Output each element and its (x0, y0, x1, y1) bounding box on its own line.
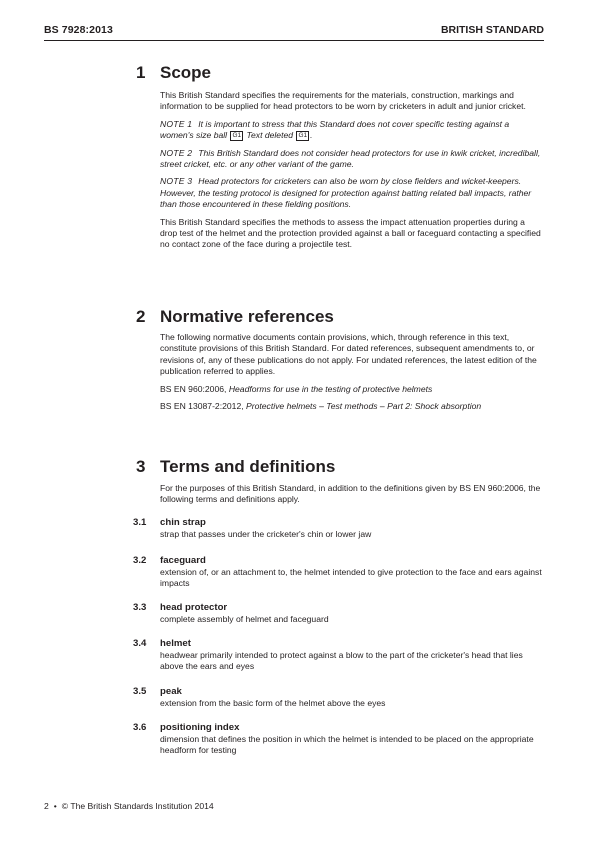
term-name: helmet (160, 638, 191, 649)
section-title: Normative references (160, 307, 334, 326)
note-label: NOTE 1 (160, 118, 193, 129)
term-name: faceguard (160, 555, 206, 566)
term-definition: complete assembly of helmet and faceguard (160, 614, 329, 624)
term-number: 3.6 (133, 722, 147, 733)
copyright-notice: © The British Standards Institution 2014 (61, 801, 214, 811)
amendment-marker-open: G1 (232, 131, 242, 139)
term-number: 3.5 (133, 686, 147, 697)
reference-2 (160, 401, 544, 412)
section-number: 3 (136, 457, 146, 476)
note-text: Head protectors for cricketers can also be worn by close fielders and wicket-keepers. However, the testing protocol is designed for protection against batting related ball impacts, rather than those encountered in these fielding positions. (160, 176, 532, 210)
note-text: It is important to stress that this Standard does not cover specific testing against a women's size ball (160, 118, 510, 141)
reference-code: BS EN 960:2006, (160, 383, 227, 394)
note-1: NOTE 1 It is important to stress that this Standard does not cover specific testing against a women's size ball G1 Text deleted G1 . (160, 118, 510, 141)
header-series-name: BRITISH STANDARD (440, 24, 544, 36)
page-footer (44, 801, 214, 811)
page-number: 2 (44, 801, 49, 811)
reference-1 (160, 384, 544, 395)
reference-title: Protective helmets – Test methods – Part 2: Shock absorption (246, 401, 482, 412)
term-definition: headwear primarily intended to protect against a blow to the part of the cricketer's head that lies above the ears and eyes (160, 650, 523, 672)
term-name: chin strap (160, 517, 206, 528)
note-text-deleted: Text deleted (246, 130, 294, 141)
footer-bullet: • (53, 801, 57, 811)
term-name: peak (160, 686, 182, 697)
note-label: NOTE 3 (160, 176, 193, 187)
section-title: Scope (160, 63, 212, 82)
scope-paragraph-2: This British Standard specifies the methods to assess the impact attenuation properties during a drop test of the helmet and the protection provided against a ball or faceguard contacting a specified no contact zone of the face during a projectile test. (160, 216, 541, 250)
section-2-body (160, 332, 544, 412)
term-number: 3.4 (133, 638, 147, 649)
reference-code: BS EN 13087-2:2012, (160, 401, 244, 412)
note-2 (160, 148, 544, 171)
term-name: positioning index (160, 722, 240, 733)
term-definition: extension from the basic form of the helmet above the eyes (160, 698, 386, 708)
term-definition: dimension that defines the position in which the helmet is intended to be placed on the appropriate headform for testing (160, 734, 534, 756)
scope-paragraph-1: This British Standard specifies the requirements for the materials, construction, markings and information to be supplied for head protectors to be worn by cricketers in adult and junior cricket. (160, 90, 526, 112)
section-number: 2 (136, 307, 146, 326)
term-number: 3.2 (133, 555, 147, 566)
term-name: head protector (160, 602, 228, 613)
note-3 (160, 176, 544, 210)
section-1-body (160, 90, 544, 251)
term-number: 3.1 (133, 517, 147, 528)
header-document-id: BS 7928:2013 (44, 24, 113, 36)
note-text: This British Standard does not consider head protectors for use in kwik cricket, incrediball, street cricket, etc. or any other variant of the game. (160, 147, 541, 170)
section-number: 1 (136, 63, 146, 82)
terms-intro-paragraph: For the purposes of this British Standard, in addition to the definitions given by BS EN 960:2006, the following terms and definitions apply. (160, 483, 541, 505)
section-3-body (160, 483, 544, 506)
term-definition: extension of, or an attachment to, the helmet intended to give protection to the face and ears against impacts (160, 567, 542, 589)
header-rule (44, 40, 544, 41)
note-label: NOTE 2 (160, 147, 193, 158)
term-number: 3.3 (133, 602, 147, 613)
side-watermark (2, 170, 12, 690)
term-definition: strap that passes under the cricketer's chin or lower jaw (160, 529, 372, 539)
section-title: Terms and definitions (160, 457, 336, 476)
amendment-marker-close: G1 (298, 131, 308, 139)
normative-paragraph: The following normative documents contain provisions, which, through reference in this text, constitute provisions of this British Standard. For dated references, subsequent amendments to, or revisions of, any of these publications do not apply. For undated references, the latest edition of the publication referred to applies. (160, 332, 537, 377)
reference-title: Headforms for use in the testing of protective helmets (228, 383, 433, 394)
